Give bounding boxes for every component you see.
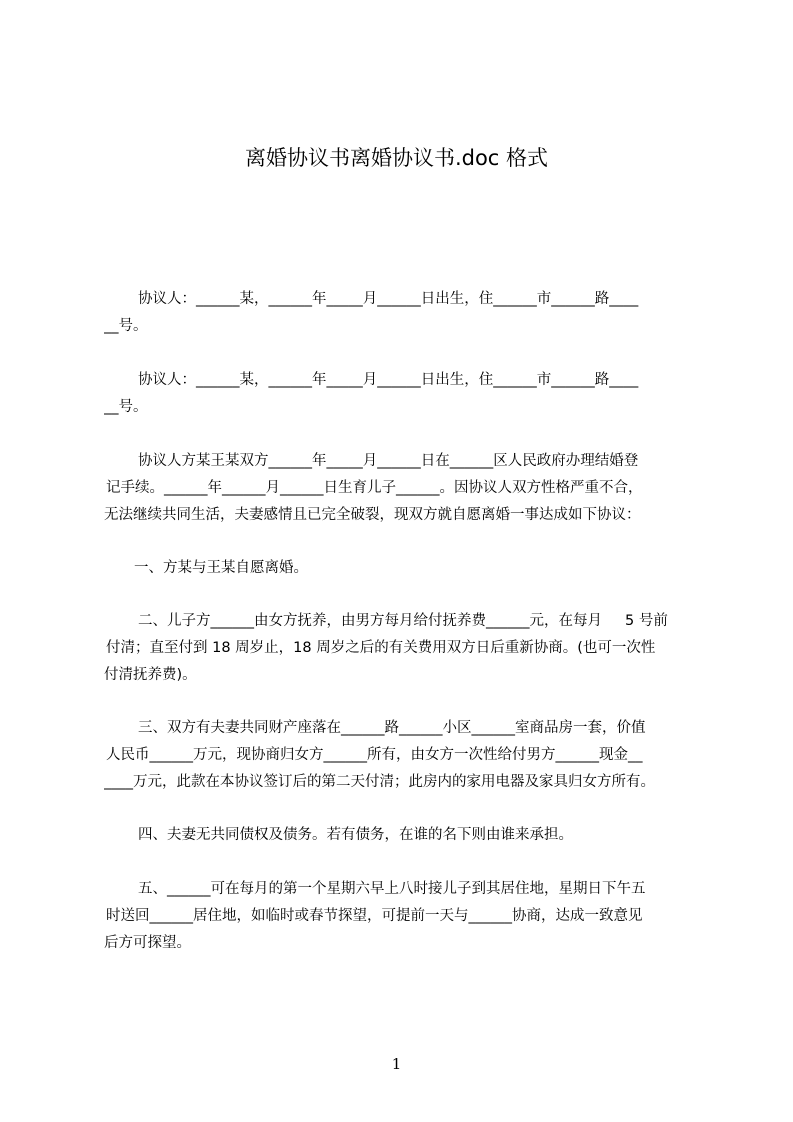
paragraph-line: 记手续。______年______月______日生育儿子______。因协议人双方性格严重不合， bbox=[106, 480, 643, 496]
paragraph-line: 五、______可在每月的第一个星期六早上八时接儿子到其居住地，星期日下午五 bbox=[138, 881, 646, 897]
clause-5 bbox=[104, 876, 700, 957]
page-number: 1 bbox=[391, 1055, 402, 1073]
paragraph-line: 时送回______居住地，如临时或春节探望，可提前一天与______协商，达成一致意见 bbox=[106, 908, 643, 924]
paragraph-line: 二、儿子方______由女方抚养，由男方每月给付抚养费______元，在每月 5 号前 bbox=[138, 613, 668, 629]
paragraph-line: 付清；直至付到 18 周岁止，18 周岁之后的有关费用双方日后重新协商。(也可一次性 bbox=[106, 640, 656, 656]
paragraph-line: 付清抚养费)。 bbox=[104, 667, 197, 683]
paragraph-line: 人民币______万元，现协商归女方______所有，由女方一次性给付男方______现金__ bbox=[106, 747, 643, 763]
clause-4 bbox=[104, 822, 700, 849]
clause-3 bbox=[104, 715, 700, 796]
clause-2 bbox=[104, 608, 700, 689]
clause-1 bbox=[104, 555, 700, 582]
paragraph-line: 协议人方某王某双方______年_____月______日在______区人民政府办理结婚登 bbox=[138, 453, 639, 469]
paragraph-line: 无法继续共同生活，夫妻感情且已完全破裂，现双方就自愿离婚一事达成如下协议： bbox=[104, 507, 641, 523]
document-title: 离婚协议书离婚协议书.doc 格式 bbox=[244, 146, 549, 170]
paragraph-line: 四、夫妻无共同债权及债务。若有债务，在谁的名下则由谁来承担。 bbox=[138, 827, 573, 843]
paragraph-line: __号。 bbox=[104, 318, 148, 334]
paragraph-party-2 bbox=[104, 367, 700, 421]
paragraph-marriage-background bbox=[104, 448, 700, 529]
paragraph-line: 三、双方有夫妻共同财产座落在______路______小区______室商品房一套，价值 bbox=[138, 720, 646, 736]
paragraph-line: 后方可探望。 bbox=[104, 935, 191, 951]
paragraph-line: 一、方某与王某自愿离婚。 bbox=[134, 560, 308, 576]
paragraph-line: __号。 bbox=[104, 399, 148, 415]
paragraph-party-1 bbox=[104, 286, 700, 340]
paragraph-line: ____万元，此款在本协议签订后的第二天付清；此房内的家用电器及家具归女方所有。 bbox=[104, 774, 655, 790]
paragraph-line: 协议人：______某，______年_____月______日出生，住______市______路____ bbox=[138, 291, 639, 307]
paragraph-line: 协议人：______某，______年_____月______日出生，住______市______路____ bbox=[138, 372, 639, 388]
